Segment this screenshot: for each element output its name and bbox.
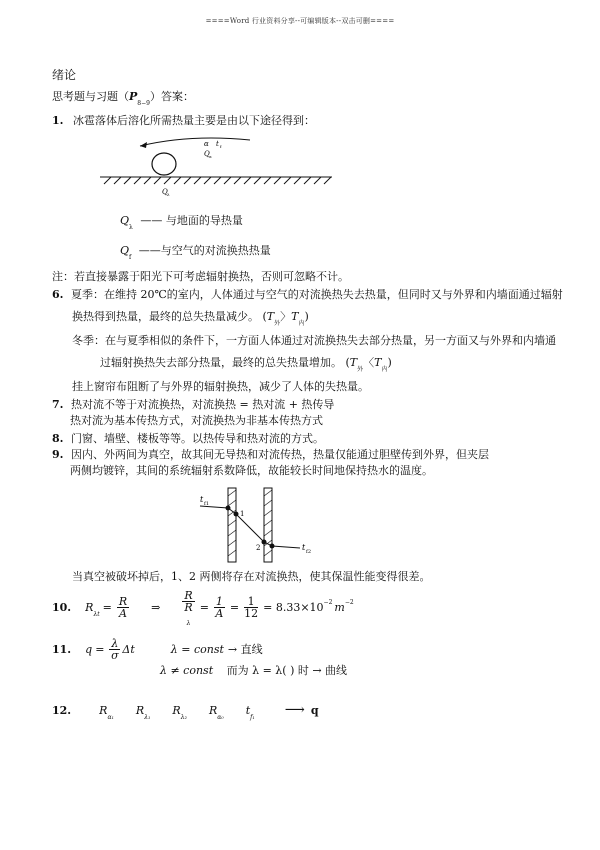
eq10-frac-ratio (182, 589, 194, 627)
eq10-exp: −2 (323, 598, 333, 606)
item-12-number: 12. (52, 703, 72, 717)
item-6-line-1 (52, 286, 563, 302)
fig-point-2-label: 2 (256, 544, 261, 552)
summer-s2: 内 (298, 320, 305, 327)
point-outer-right (270, 544, 275, 549)
q-lambda-symbol: Q (120, 214, 130, 227)
item-6-line-4 (100, 354, 392, 373)
eq10-unit: m (334, 600, 345, 614)
item12-term-1-sym: R (135, 703, 145, 717)
temperature-profile-line (200, 506, 300, 548)
item12-r-alpha0 (208, 703, 224, 721)
item-10: 10. $R_{\lambda t}$ = $\frac{R}{A}$ ⇒ R R λ = $\frac{1}{A}$ = $\frac{1}{12}$ = 8.33×10 −2 m −2 (52, 589, 354, 627)
fig-ql-sub: λ (167, 192, 170, 197)
item-6-summer-b: 换热得到热量，最终的总失热量减少。 (72, 310, 259, 323)
qa-heading (52, 88, 194, 107)
item-12 (52, 702, 319, 721)
section-title: 绪论 (52, 68, 77, 82)
item-11-number: 11. (52, 642, 72, 656)
eq10-ratio-den-r: R (184, 601, 193, 614)
item-7-line-2: 热对流为基本传热方式，对流换热为非基本传热方式 (70, 414, 323, 427)
item-9-line-1 (52, 446, 489, 462)
item-6-curtain: 挂上窗帘布阻断了与外界的辐射换热，减少了人体的失热量。 (72, 380, 369, 393)
eq11-const-eq: λ = const (170, 642, 224, 656)
item-9-line-2: 两侧均镀锌，其间的系统辐射系数降低，故能较长时间地保持热水的温度。 (70, 464, 433, 477)
hailstone-shape (152, 153, 176, 175)
item12-term-0-sub: α₁ (107, 713, 114, 721)
winter-s1: 外 (357, 366, 364, 373)
item-8-number: 8. (52, 432, 64, 445)
item-6-line-2 (72, 308, 309, 327)
eq10-unit-exp: −2 (344, 598, 354, 606)
eq11-dt: Δt (122, 642, 135, 656)
eq10-result: = 8.33×10 (263, 600, 324, 614)
qa-p-symbol: P (129, 90, 138, 103)
eq10-r-sub: λt (93, 610, 100, 618)
hailstone-figure (100, 134, 340, 204)
winter-t2: T (374, 356, 382, 369)
q-f-line (120, 242, 271, 261)
item12-r-lambda2 (172, 703, 187, 721)
item-8 (52, 430, 324, 446)
fig-tf-label: t (216, 140, 219, 148)
item-7-number: 7. (52, 398, 64, 411)
fig-tf2-label: t (302, 543, 306, 552)
fig-qa-sub: α (209, 154, 212, 159)
summer-s1: 外 (274, 320, 281, 327)
eq11-q: q (85, 642, 93, 656)
item-6-number: 6. (52, 288, 64, 301)
item12-q: q (310, 703, 319, 717)
q-f-text: ——与空气的对流换热热量 (138, 244, 271, 257)
item-11-line-2 (160, 662, 347, 678)
qa-pages: 8−9 (137, 100, 150, 107)
eq10-a: A (215, 606, 224, 620)
eq10-one: 1 (215, 594, 223, 608)
point-2 (262, 540, 267, 545)
item-6-winter-b: 过辐射换热失去部分热量，最终的总失热量增加。 (100, 356, 342, 369)
item-9-number: 9. (52, 448, 64, 461)
item-1-text: 冰雹落体后溶化所需热量主要是由以下途径得到： (72, 114, 315, 127)
item12-r-lambda1 (135, 703, 151, 721)
item12-term-2-sym: R (172, 703, 181, 717)
fig-alpha-label: α (204, 140, 209, 148)
item12-term-1-sub: λ₁ (144, 713, 151, 721)
fig-qa-label: Q (204, 150, 210, 158)
eq10-one-b: 1 (244, 596, 258, 608)
item12-term-4-sub: f₁ (250, 713, 255, 721)
winter-t1: T (349, 356, 358, 369)
item12-r-alpha1 (99, 703, 114, 721)
eq11-const-neq: λ ≠ const (160, 664, 214, 677)
eq10-ratio-den-sub: λ (186, 620, 191, 627)
q-lambda-line (120, 212, 243, 231)
ground-hatch (104, 177, 331, 184)
eq10-frac-one-twelve (244, 596, 258, 619)
eq10-ratio-den (182, 601, 194, 627)
item-9-line-1-text: 因内、外两间为真空，故其间无导热和对流传热，热量仅能通过胆壁传到外界，但夹层 (70, 448, 489, 461)
eq10-r-lambda (85, 600, 100, 618)
q-lambda-sub: λ (129, 224, 133, 231)
winter-s2: 内 (381, 366, 388, 373)
item12-term-3-sym: R (208, 703, 218, 717)
summer-op: 〉 (280, 310, 292, 323)
item12-term-2-sub: λ₂ (180, 713, 187, 721)
eq10-frac-num: R (118, 594, 128, 608)
eq10-ratio-num: R (184, 589, 193, 602)
item-11: 11. q = $\frac{\lambda}{\sigma}$ Δt λ = const → 直线 (52, 636, 263, 662)
item-10-number: 10. (52, 600, 72, 614)
item-6-summer-a: 夏季：在维持 20℃的室内，人体通过与空气的对流换热失去热量，但同时又与外界和内墙面通过辐射 (70, 288, 563, 301)
fig-tf-sub: f (220, 144, 222, 149)
eq10-frac-one-over-a (214, 596, 225, 619)
item-8-text: 门窗、墙壁、楼板等等。以热传导和热对流的方式。 (70, 432, 324, 445)
eq11-frac (109, 638, 120, 661)
summer-relation: ($T_外$〉$T_内$) (262, 310, 309, 327)
item12-term-3-sub: α₀ (217, 713, 224, 721)
fig-tf1-sub: f1 (204, 501, 210, 507)
eq11-if-text: 而为 λ = λ( ) 时 → 曲线 (226, 664, 348, 677)
airflow-arrow-head (140, 142, 147, 148)
eq10-r: R (85, 600, 94, 614)
eq10-frac-r-over-a (117, 596, 129, 619)
winter-op: 〈 (363, 356, 375, 369)
eq10-twelve: 12 (244, 606, 259, 620)
qa-prefix: 思考题与习题（ (52, 90, 129, 103)
q-f-symbol: Q (120, 244, 130, 257)
summer-t1: T (266, 310, 275, 323)
eq11-lambda: λ (111, 636, 119, 650)
item-1 (52, 112, 315, 128)
item12-t-f1 (245, 703, 255, 721)
winter-relation: ($T_外$〈$T_内$) (345, 356, 392, 373)
point-inner-left (226, 506, 231, 511)
qa-suffix: ）答案： (149, 90, 194, 103)
page-header-watermark: ====Word 行业资料分享--可编辑版本--双击可删==== (205, 17, 395, 25)
fig-tf1-label: t (200, 495, 204, 504)
item12-term-4-sym: t (245, 703, 251, 717)
item-6-winter-line-1: 冬季：在与夏季相似的条件下，一方面人体通过对流换热失去部分热量，另一方面又与外界和内墙通 (72, 334, 556, 347)
eq11-line: → 直线 (227, 643, 263, 656)
item-7-line-1 (52, 396, 334, 412)
eq10-frac-den: A (119, 606, 127, 620)
hailstone-figure-group (100, 138, 332, 197)
summer-t2: T (291, 310, 299, 323)
eq10-implies: ⇒ (151, 600, 161, 614)
item-9-after: 当真空被破坏掉后，1、2 两侧将存在对流换热，使其保温性能变得很差。 (72, 570, 431, 583)
item-1-number: 1. (52, 114, 64, 127)
eq11-sigma: σ (111, 648, 119, 662)
airflow-arrow-line (140, 138, 250, 146)
thermos-figure (190, 484, 330, 566)
item-7-line-1-text: 热对流不等于对流换热，对流换热 = 热对流 + 热传导 (70, 398, 335, 411)
fig-tf2-sub: f2 (306, 549, 312, 555)
note-text: 注：若直接暴露于阳光下可考虑辐射换热，否则可忽略不计。 (52, 270, 349, 283)
item12-arrow: ⟶ (284, 702, 305, 718)
fig-point-1-label: 1 (240, 510, 245, 518)
point-1 (234, 512, 239, 517)
fig-ql-label: Q (162, 188, 168, 196)
q-f-sub: f (129, 254, 132, 261)
item12-term-0-sym: R (99, 703, 108, 717)
q-lambda-text: —— 与地面的导热量 (140, 214, 243, 227)
